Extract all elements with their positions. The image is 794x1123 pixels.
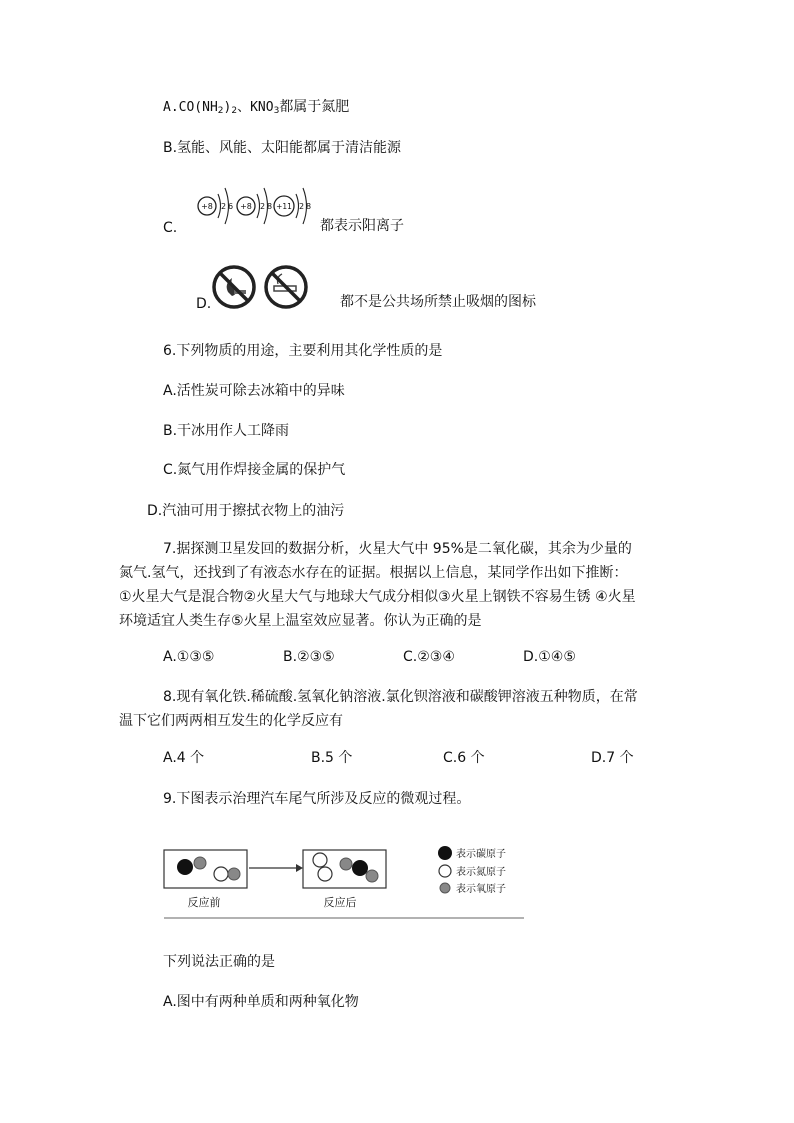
no-smoking-icon-2 [266, 267, 306, 307]
q7-option-a: A.①③⑤ [163, 649, 215, 665]
arrow-head-icon [296, 864, 303, 872]
atom-diagram-1 [198, 188, 233, 224]
q5-option-a-prefix: A.CO(NH [163, 100, 218, 115]
svg-text:6: 6 [228, 202, 234, 211]
legend-nitrogen-text: 表示氮原子 [456, 867, 506, 878]
oxygen-atom-icon [366, 870, 378, 882]
q5-option-a [163, 97, 349, 121]
legend-nitrogen-icon [439, 865, 451, 877]
q6-option-a: A.活性炭可除去冰箱中的异味 [163, 383, 345, 399]
svg-text:8: 8 [267, 202, 273, 211]
q8-option-d: D.7 个 [591, 750, 634, 766]
q5-option-a-sub3: 3 [273, 106, 280, 116]
svg-text:2: 2 [221, 202, 227, 211]
legend-carbon-icon [438, 846, 452, 860]
nitrogen-atom-icon [313, 853, 327, 867]
oxygen-atom-icon [228, 868, 240, 880]
atom-diagram-2 [237, 188, 272, 224]
svg-text:2: 2 [299, 202, 305, 211]
q9-prompt: 下列说法正确的是 [163, 954, 275, 970]
q5-option-a-tail: 都属于氮肥 [279, 99, 350, 115]
atom-1-nucleus: +8 [201, 202, 213, 211]
legend-oxygen-text: 表示氧原子 [456, 884, 506, 895]
q6-stem: 6.下列物质的用途，主要利用其化学性质的是 [163, 343, 443, 359]
nitrogen-atom-icon [214, 867, 228, 881]
q6-option-b: B.干冰用作人工降雨 [163, 423, 290, 439]
q7-stem: 7.据探测卫星发回的数据分析，火星大气中 95%是二氧化碳，其余为少量的氮气.氢气，还找到了有液态水存在的证据。根据以上信息，某同学作出如下推断：①火星大气是混合物②火星大气与地球大气成分相似③火星上钢铁不容易生锈 ④火星环境适宜人类生存⑤火星上温室效应显著。你认为正确的是 [119, 541, 636, 629]
q7-option-b: B.②③⑤ [283, 649, 335, 665]
q5-option-a-sub1: 2 [217, 106, 224, 116]
q8-stem: 8.现有氧化铁.稀硫酸.氢氧化钠溶液.氯化钡溶液和碳酸钾溶液五种物质，在常温下它们两两相互发生的化学反应有 [119, 689, 638, 729]
q9-stem: 9.下图表示治理汽车尾气所涉及反应的微观过程。 [163, 791, 471, 807]
q5-option-c-label: C. [163, 220, 178, 236]
svg-text:8: 8 [306, 202, 312, 211]
oxygen-atom-icon [340, 858, 352, 870]
legend-carbon-text: 表示碳原子 [456, 849, 506, 860]
q7-option-c: C.②③④ [403, 649, 455, 665]
q5-option-d-label: D. [196, 296, 212, 312]
q7-option-d: D.①④⑤ [523, 649, 576, 665]
q6-option-d: D.汽油可用于擦拭衣物上的油污 [147, 503, 345, 519]
q8-option-a: A.4 个 [163, 750, 205, 766]
no-smoking-icons [210, 264, 312, 310]
q5-option-a-mid: ) [223, 100, 232, 115]
q5-option-a-mid2: 、KNO [237, 100, 274, 115]
q9-option-a: A.图中有两种单质和两种氧化物 [163, 994, 359, 1010]
carbon-atom-icon [177, 859, 193, 875]
q5-option-a-sub2: 2 [231, 106, 238, 116]
q8-option-c: C.6 个 [443, 750, 485, 766]
oxygen-atom-icon [194, 857, 206, 869]
nitrogen-atom-icon [318, 867, 332, 881]
q6-option-c: C.氮气用作焊接金属的保护气 [163, 462, 346, 478]
q5-option-c-text: 都表示阳离子 [320, 218, 404, 234]
reaction-micro-diagram [160, 834, 526, 922]
q5-option-d-text: 都不是公共场所禁止吸烟的图标 [340, 294, 536, 310]
after-label: 反应后 [323, 896, 357, 909]
atom-3-nucleus: +11 [276, 202, 292, 211]
atom-structure-diagrams [188, 176, 313, 238]
atom-2-nucleus: +8 [240, 202, 252, 211]
atom-diagram-3 [274, 188, 311, 224]
no-smoking-icon-1 [214, 267, 254, 307]
svg-text:2: 2 [260, 202, 266, 211]
legend-oxygen-icon [440, 883, 450, 893]
before-label: 反应前 [187, 896, 221, 909]
q8-option-b: B.5 个 [311, 750, 353, 766]
q5-option-b: B.氢能、风能、太阳能都属于清洁能源 [163, 140, 402, 156]
carbon-atom-icon [352, 860, 368, 876]
